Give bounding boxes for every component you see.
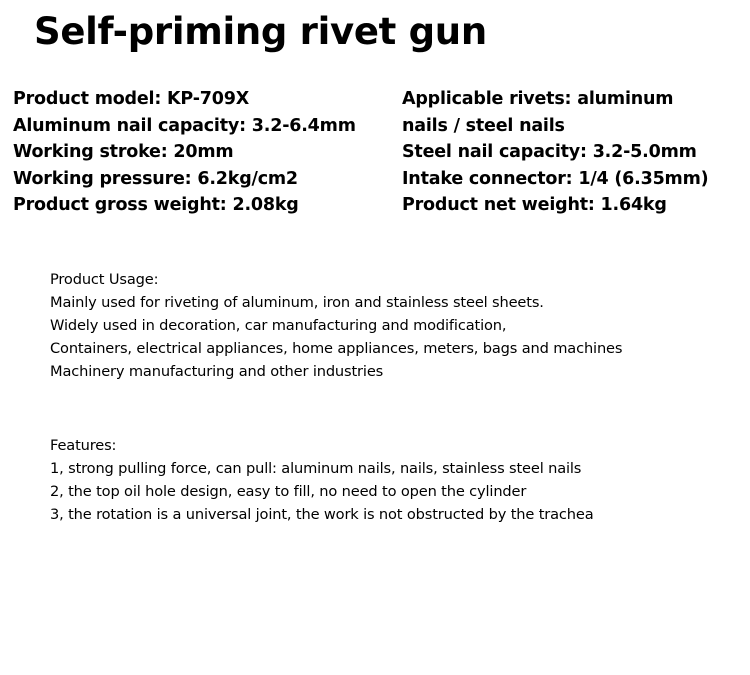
usage-line: Machinery manufacturing and other industries — [50, 363, 384, 380]
spec-working-stroke: Working stroke: 20mm — [13, 142, 234, 162]
feature-item: 2, the top oil hole design, easy to fill, no need to open the cylinder — [50, 483, 527, 500]
features-section — [50, 434, 746, 526]
page-title: Self-priming rivet gun — [34, 10, 487, 53]
feature-item: 1, strong pulling force, can pull: aluminum nails, nails, stainless steel nails — [50, 460, 582, 477]
spec-intake-connector: Intake connector: 1/4 (6.35mm) — [402, 168, 709, 189]
spec-steel-nail-capacity: Steel nail capacity: 3.2-5.0mm — [402, 142, 697, 162]
usage-line: Containers, electrical appliances, home appliances, meters, bags and machines — [50, 340, 623, 357]
spec-net-weight: Product net weight: 1.64kg — [402, 195, 667, 215]
feature-item: 3, the rotation is a universal joint, the work is not obstructed by the trachea — [50, 506, 594, 523]
spec-applicable-rivets: Applicable rivets: aluminum — [402, 89, 674, 109]
usage-section — [50, 268, 746, 383]
spec-list-left — [13, 86, 393, 219]
usage-heading: Product Usage: — [50, 271, 159, 288]
spec-working-pressure: Working pressure: 6.2kg/cm2 — [13, 168, 298, 189]
spec-aluminum-nail-capacity: Aluminum nail capacity: 3.2-6.4mm — [13, 115, 356, 136]
usage-line: Mainly used for riveting of aluminum, iron and stainless steel sheets. — [50, 294, 544, 311]
spec-gross-weight: Product gross weight: 2.08kg — [13, 195, 299, 215]
spec-product-model: Product model: KP-709X — [13, 89, 250, 109]
features-heading: Features: — [50, 437, 117, 454]
spec-applicable-rivets-continued: nails / steel nails — [402, 115, 565, 136]
usage-line: Widely used in decoration, car manufacturing and modification, — [50, 317, 507, 334]
spec-list-right — [402, 86, 742, 219]
